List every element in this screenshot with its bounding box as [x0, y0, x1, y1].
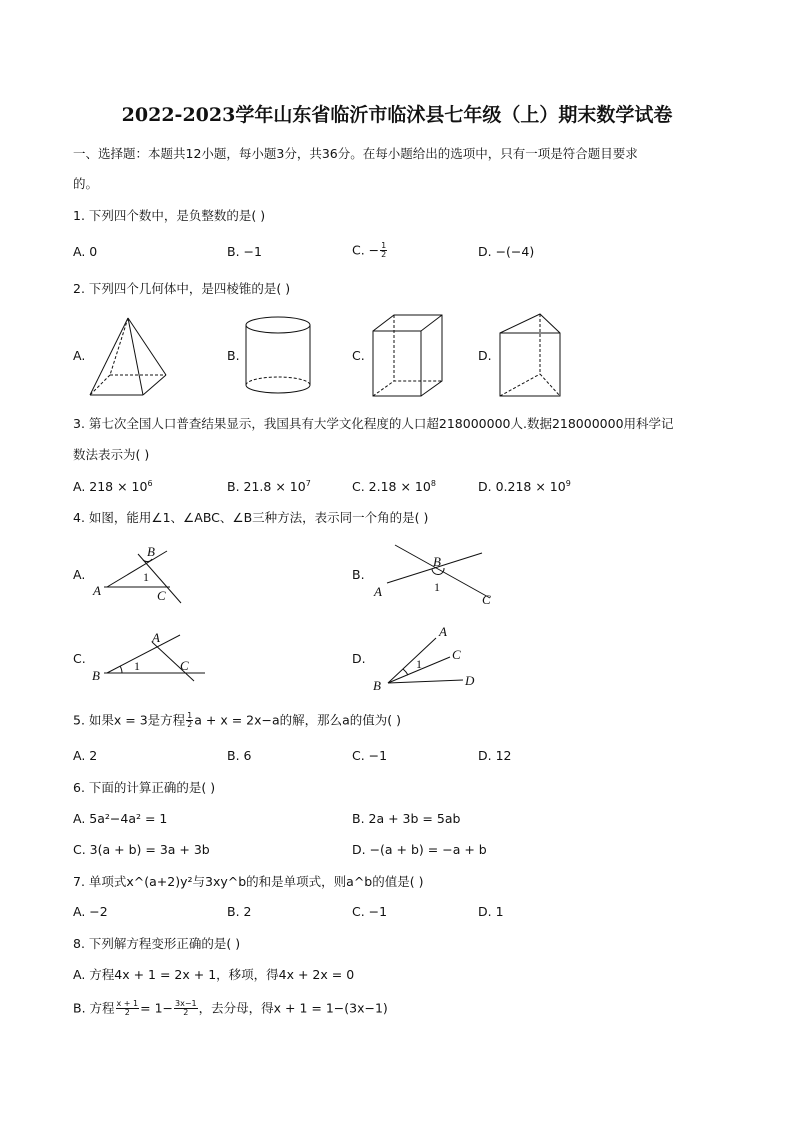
q2-option-a: A. — [73, 348, 86, 363]
section-header: 一、选择题：本题共12小题，每小题3分，共36分。在每小题给出的选项中，只有一项是符合题目要求 — [73, 146, 638, 161]
q5-option-c: C. −1 — [352, 748, 388, 763]
svg-text:C: C — [180, 658, 189, 673]
svg-text:A: A — [439, 624, 447, 639]
svg-text:C: C — [482, 592, 491, 607]
svg-text:A: A — [374, 584, 382, 599]
q6-option-c: C. 3(a + b) = 3a + 3b — [73, 842, 210, 857]
pyramid-figure — [90, 318, 166, 395]
svg-text:B: B — [433, 554, 441, 569]
question-4-stem: 4. 如图，能用∠1、∠ABC、∠B三种方法，表示同一个角的是( ) — [73, 510, 429, 525]
triangular-prism-figure — [500, 314, 560, 396]
svg-text:A: A — [152, 630, 160, 645]
question-7-stem: 7. 单项式x^(a+2)y²与3xy^b的和是单项式，则a^b的值是( ) — [73, 874, 424, 889]
q7-option-a: A. −2 — [73, 904, 108, 919]
q4-option-b: B. — [352, 567, 365, 582]
q7-option-d: D. 1 — [478, 904, 504, 919]
svg-text:1: 1 — [434, 580, 440, 594]
page-title: 2022-2023学年山东省临沂市临沭县七年级（上）期末数学试卷 — [121, 104, 673, 126]
q4-option-d: D. — [352, 651, 366, 666]
q8-option-b: B. 方程 $\frac{x + 1}{2}$ = 1− $\frac{3x-1}{2}$ ，去分母，得x + 1 = 1−(3x−1) — [73, 999, 388, 1018]
question-5-stem: 5. 如果x = 3是方程 $\frac{1}{2}$ a + x = 2x−a的解，那么a的值为( ) — [73, 711, 402, 730]
svg-text:B: B — [373, 678, 381, 693]
q8-option-a: A. 方程4x + 1 = 2x + 1，移项，得4x + 2x = 0 — [73, 967, 355, 982]
prism-figure — [373, 315, 442, 396]
svg-text:1: 1 — [143, 570, 149, 584]
question-3-stem-cont: 数法表示为( ) — [73, 447, 150, 462]
q1-option-c: C. − $\frac{1}{2}$ — [352, 241, 387, 260]
svg-text:B: B — [92, 668, 100, 683]
q5-option-b: B. 6 — [227, 748, 252, 763]
q7-option-c: C. −1 — [352, 904, 388, 919]
svg-text:C: C — [157, 588, 166, 603]
section-header-cont: 的。 — [73, 176, 99, 191]
q3-option-c: C. $2.18 \times 10^8$ — [352, 479, 436, 495]
q1-option-a: A. 0 — [73, 244, 98, 259]
question-1-stem: 1. 下列四个数中，是负整数的是( ) — [73, 208, 266, 223]
q4-figure-b — [373, 545, 491, 607]
cylinder-figure — [246, 317, 310, 393]
svg-text:A: A — [93, 583, 101, 598]
q6-option-b: B. 2a + 3b = 5ab — [352, 811, 461, 826]
q3-option-b: B. $21.8 \times 10^7$ — [227, 479, 311, 495]
q1-option-b: B. −1 — [227, 244, 262, 259]
q2-option-b: B. — [227, 348, 240, 363]
svg-text:1: 1 — [134, 659, 140, 673]
q2-option-d: D. — [478, 348, 492, 363]
q3-option-d: D. $0.218 \times 10^9$ — [478, 479, 571, 495]
svg-text:1: 1 — [416, 657, 422, 671]
q7-option-b: B. 2 — [227, 904, 252, 919]
question-6-stem: 6. 下面的计算正确的是( ) — [73, 780, 216, 795]
q4-option-a: A. — [73, 567, 86, 582]
q5-option-d: D. 12 — [478, 748, 512, 763]
q2-option-c: C. — [352, 348, 365, 363]
question-3-stem: 3. 第七次全国人口普查结果显示，我国具有大学文化程度的人口超218000000人.数据218000000用科学记 — [73, 416, 674, 431]
q4-option-c: C. — [73, 651, 86, 666]
question-8-stem: 8. 下列解方程变形正确的是( ) — [73, 936, 241, 951]
q5-option-a: A. 2 — [73, 748, 98, 763]
question-2-stem: 2. 下列四个几何体中，是四棱锥的是( ) — [73, 281, 291, 296]
q4-figure-c — [92, 630, 205, 683]
q6-option-d: D. −(a + b) = −a + b — [352, 842, 487, 857]
svg-text:D: D — [465, 673, 475, 688]
svg-text:C: C — [452, 647, 461, 662]
q4-figure-d — [373, 624, 475, 693]
svg-text:B: B — [147, 544, 155, 559]
q4-figure-a — [92, 544, 181, 603]
q6-option-a: A. 5a²−4a² = 1 — [73, 811, 168, 826]
q1-option-d: D. −(−4) — [478, 244, 535, 259]
q3-option-a: A. $218 \times 10^6$ — [73, 479, 153, 495]
